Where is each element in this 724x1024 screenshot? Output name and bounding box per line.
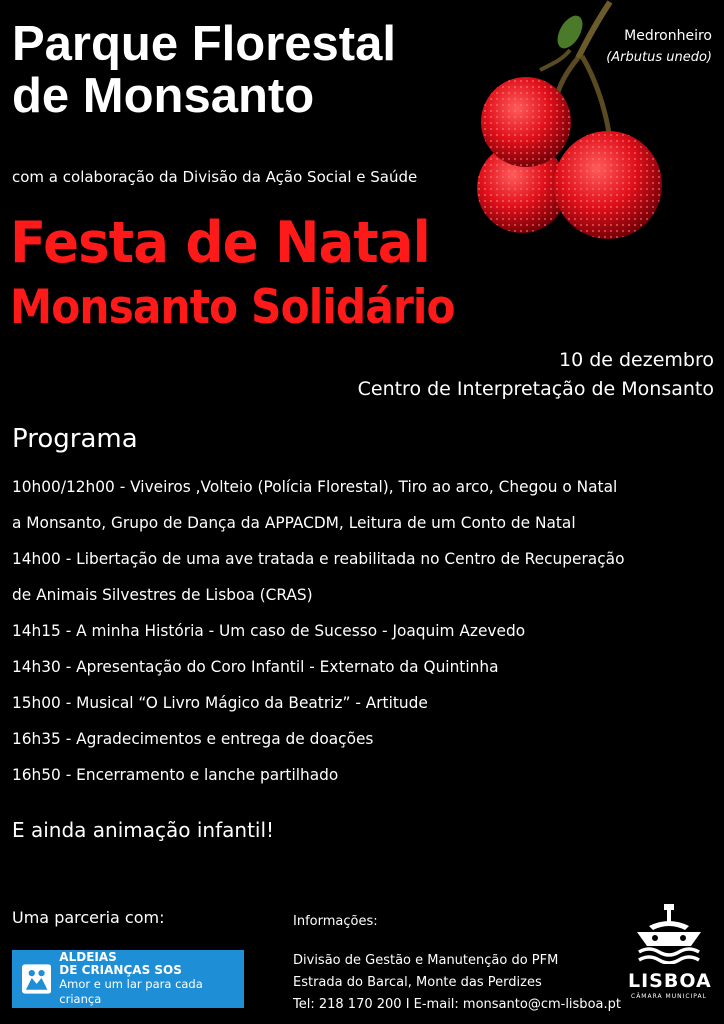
program-line: 14h00 - Libertação de uma ave tratada e reabilitada no Centro de Recuperação [12, 549, 625, 568]
sos-logo-tagline: Amor e um lar para cada criança [59, 977, 203, 1006]
extra-activity-text: E ainda animação infantil! [12, 818, 275, 842]
sos-logo-text [59, 951, 244, 1007]
info-heading: Informações: [293, 914, 378, 929]
program-line: de Animais Silvestres de Lisboa (CRAS) [12, 585, 313, 604]
program-line: 16h35 - Agradecimentos e entrega de doações [12, 729, 374, 748]
program-line: a Monsanto, Grupo de Dança da APPACDM, Leitura de um Conto de Natal [12, 513, 576, 532]
program-line: 14h15 - A minha História - Um caso de Sucesso - Joaquim Azevedo [12, 621, 526, 640]
org-title-line1: Parque Florestal [12, 17, 396, 71]
organization-title [12, 18, 482, 122]
lisboa-subtitle: CÂMARA MUNICIPAL [631, 993, 707, 1000]
lisboa-ship-emblem-icon [631, 902, 707, 964]
event-date: 10 de dezembro [558, 349, 714, 371]
program-line: 16h50 - Encerramento e lanche partilhado [12, 765, 339, 784]
program-heading: Programa [12, 424, 138, 454]
program-line: 10h00/12h00 - Viveiros ,Volteio (Polícia Florestal), Tiro ao arco, Chegou o Natal [12, 477, 618, 496]
org-title-line2: de Monsanto [12, 69, 315, 123]
info-contact: Tel: 218 170 200 I E-mail: monsanto@cm-lisboa.pt [293, 997, 621, 1012]
species-latin-name: (Arbutus unedo) [606, 50, 712, 65]
info-department: Divisão de Gestão e Manutenção do PFM [293, 953, 559, 968]
sos-children-villages-logo [12, 950, 244, 1008]
partner-label: Uma parceria com: [12, 908, 165, 927]
species-common-name: Medronheiro [624, 28, 712, 44]
program-line: 15h00 - Musical “O Livro Mágico da Beatriz” - Artitude [12, 693, 428, 712]
program-line: 14h30 - Apresentação do Coro Infantil - Externato da Quintinha [12, 657, 499, 676]
info-address: Estrada do Barcal, Monte das Perdizes [293, 975, 542, 990]
sos-children-logo-icon [22, 964, 51, 994]
sos-logo-line2: DE CRIANÇAS SOS [59, 963, 182, 977]
event-subtitle: Monsanto Solidário [10, 280, 455, 335]
program-list [12, 469, 632, 793]
lisboa-wordmark: LISBOA [628, 970, 712, 992]
sos-logo-line1: ALDEIAS [59, 950, 117, 964]
info-block [293, 950, 621, 1016]
event-title: Festa de Natal [10, 210, 430, 276]
collaboration-text: com a colaboração da Divisão da Ação Social e Saúde [12, 168, 418, 186]
lisboa-city-logo [628, 902, 710, 1012]
event-venue: Centro de Interpretação de Monsanto [357, 378, 714, 400]
